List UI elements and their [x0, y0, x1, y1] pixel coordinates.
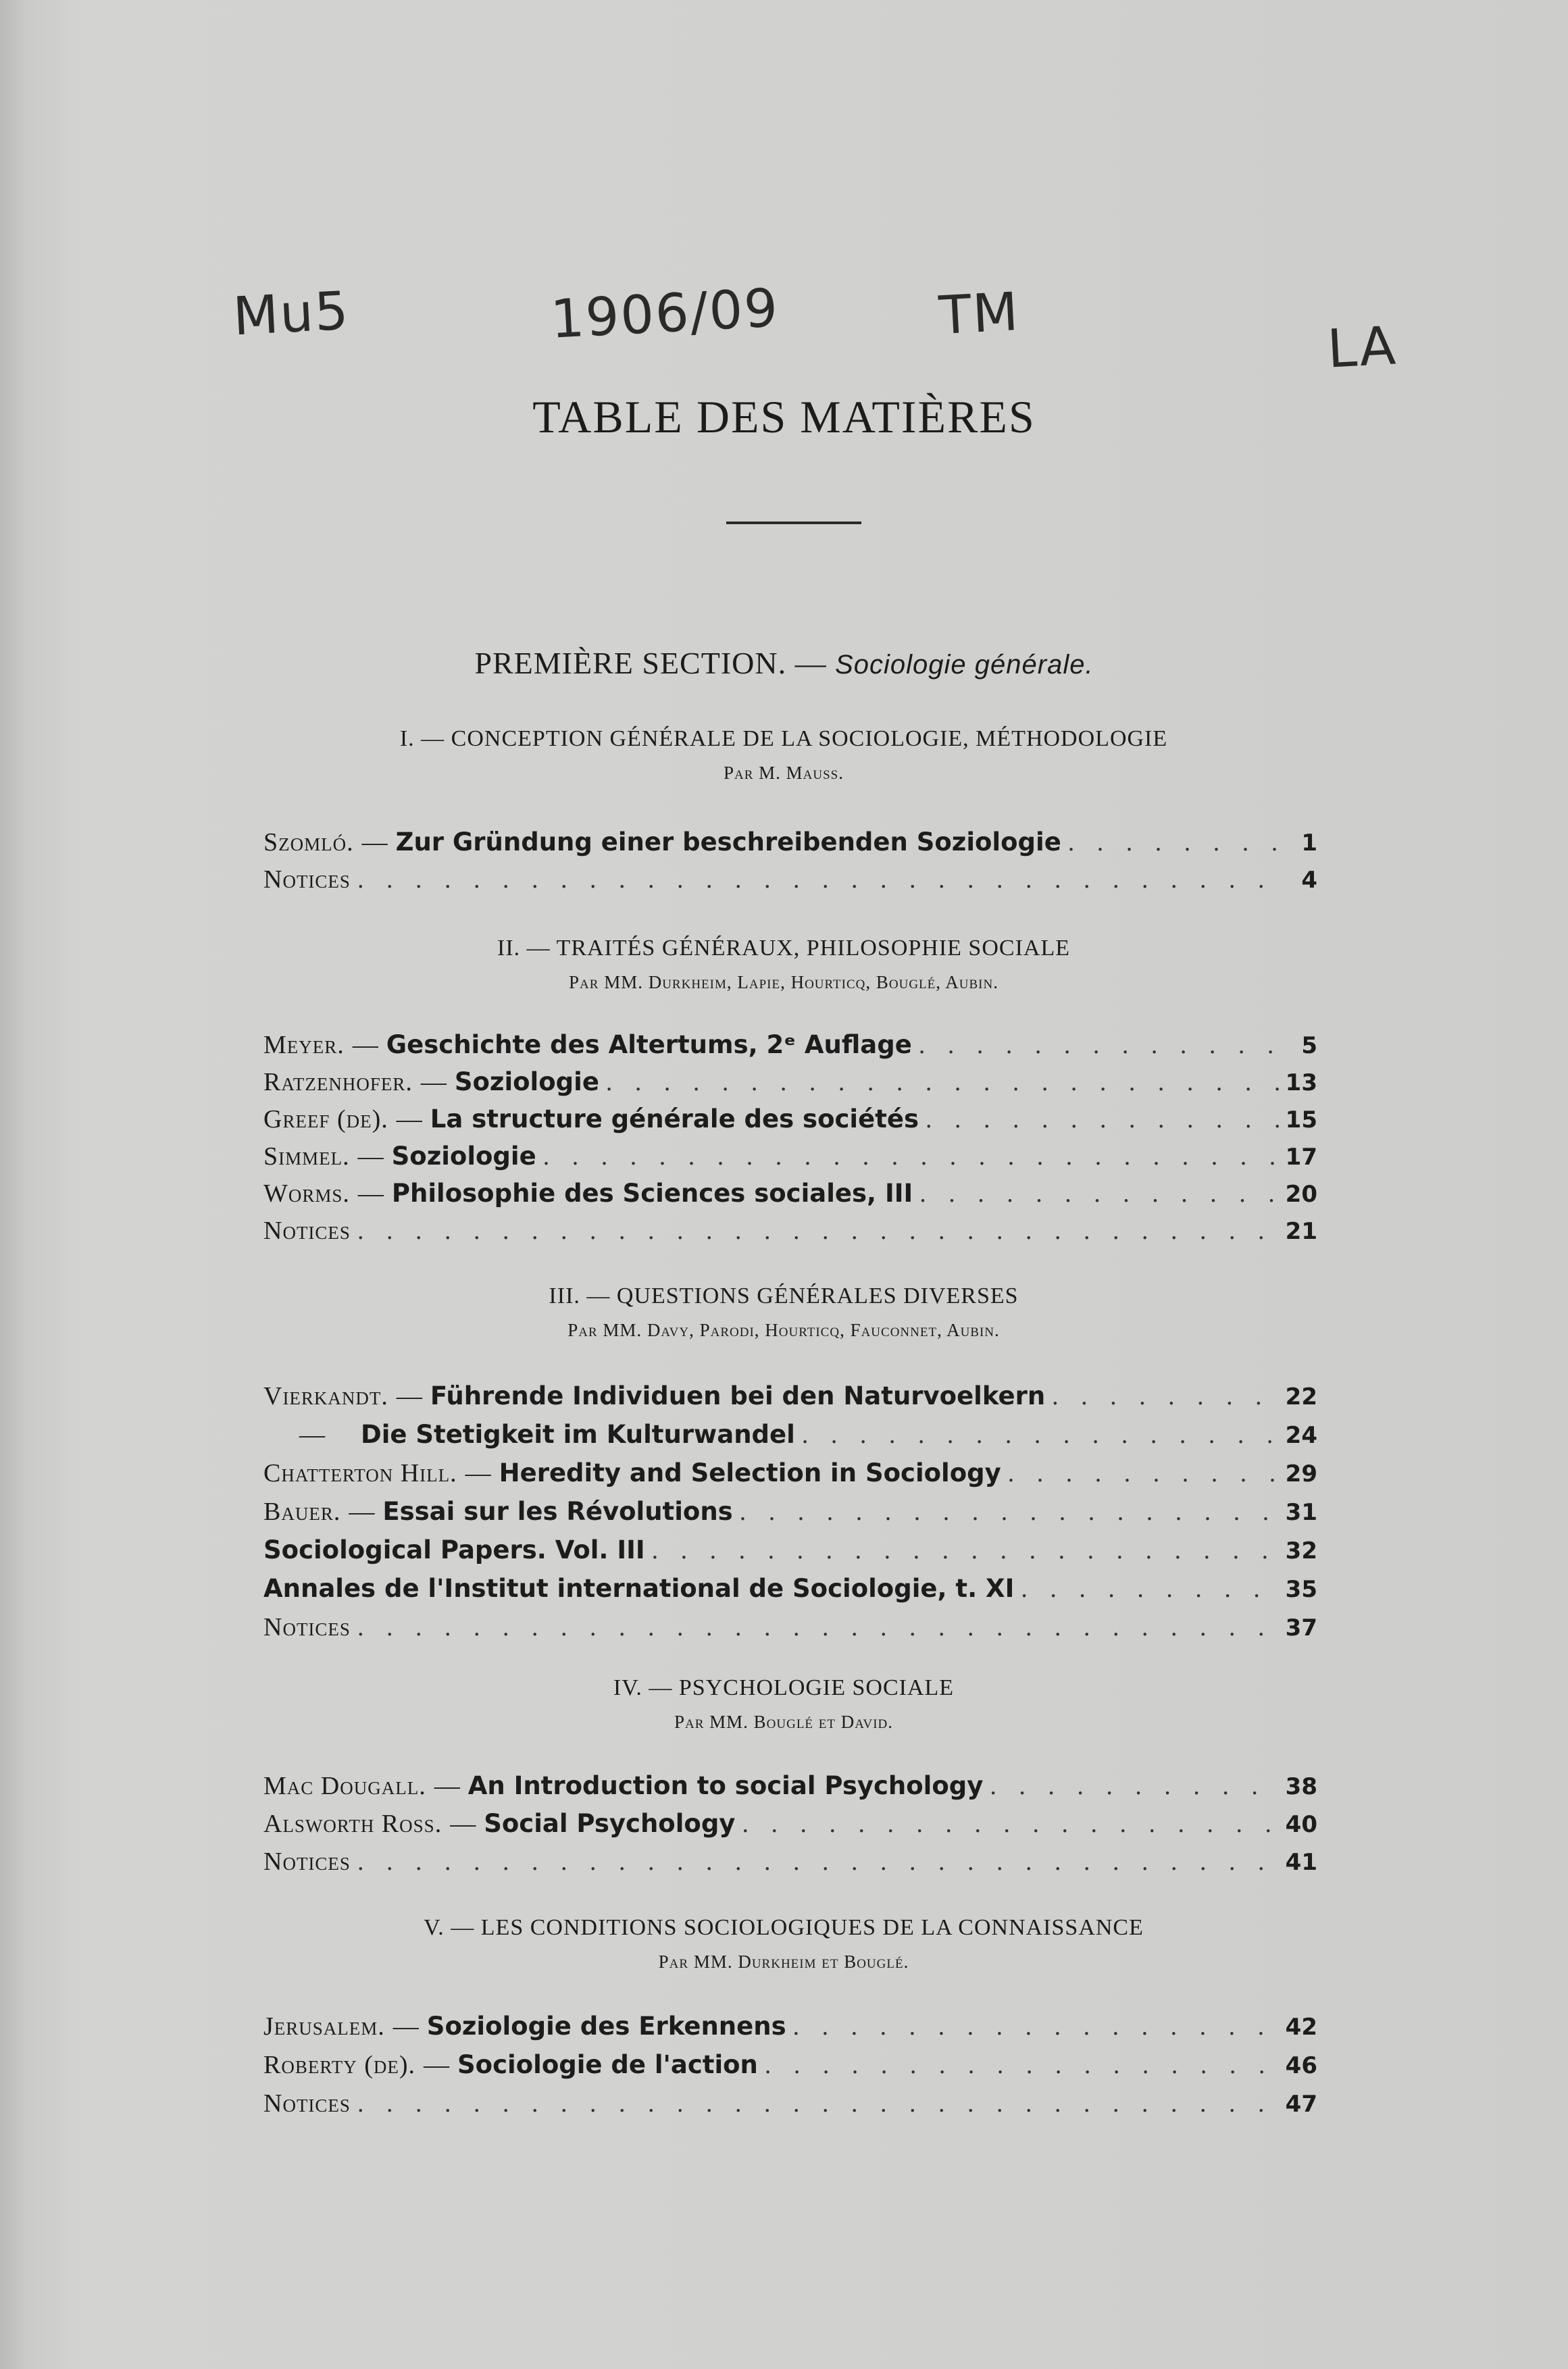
entry-separator: —: [424, 2051, 450, 2079]
entry-work-title: Heredity and Selection in Sociology: [499, 1458, 1001, 1487]
dot-leader: [357, 1216, 1279, 1246]
entry-page-number: 4: [1301, 867, 1317, 894]
chapter-title: II. — TRAITÉS GÉNÉRAUX, PHILOSOPHIE SOCIALE: [497, 936, 1070, 961]
entry-page-number: 31: [1285, 1499, 1317, 1526]
dot-leader: [740, 1497, 1279, 1527]
toc-entry[interactable]: [263, 1104, 1317, 1142]
dot-leader: [793, 2012, 1279, 2041]
entry-work-title: Geschichte des Altertums, 2ᵉ Auflage: [386, 1030, 912, 1059]
entry-page-number: 40: [1285, 1811, 1317, 1838]
entry-author: Greef (de).: [263, 1105, 388, 1133]
entry-page-number: 1: [1301, 830, 1317, 857]
chapter-heading: [263, 1915, 1304, 1972]
dot-leader: [357, 865, 1281, 894]
toc-entry[interactable]: [263, 1535, 1317, 1573]
entry-author: Mac Dougall.: [263, 1772, 426, 1800]
chapter-title: III. — QUESTIONS GÉNÉRALES DIVERSES: [549, 1283, 1019, 1308]
dot-leader: [926, 1104, 1279, 1134]
entry-work-title: Sociologie de l'action: [457, 2050, 758, 2079]
page-title: TABLE DES MATIÈRES: [532, 391, 1036, 442]
entry-page-number: 5: [1301, 1032, 1317, 1059]
toc-entry[interactable]: [263, 1067, 1317, 1105]
dot-leader: [765, 2050, 1279, 2080]
toc-entry[interactable]: [263, 1574, 1317, 1612]
dot-leader: [990, 1771, 1278, 1801]
entry-page-number: 13: [1285, 1069, 1317, 1096]
entry-author: Ratzenhofer.: [263, 1068, 413, 1096]
entry-work-title: Social Psychology: [484, 1809, 736, 1838]
entry-separator: —: [396, 1105, 422, 1133]
entry-separator: —: [357, 1142, 384, 1171]
chapter-heading: [263, 936, 1304, 993]
entry-separator: —: [465, 1459, 491, 1487]
entry-author: Notices: [263, 1217, 351, 1245]
toc-entry[interactable]: [263, 2050, 1317, 2088]
entry-work-title: Zur Gründung einer beschreibenden Soziologie: [395, 827, 1061, 857]
toc-entry[interactable]: [263, 1420, 1317, 1458]
toc-entry[interactable]: [263, 865, 1317, 902]
entry-page-number: 38: [1285, 1773, 1317, 1800]
chapter-authors: Par MM. Bouglé et David.: [674, 1712, 894, 1732]
entry-author: Vierkandt.: [263, 1382, 388, 1410]
dot-leader: [742, 1809, 1278, 1839]
entry-work-title: Sociological Papers. Vol. III: [263, 1535, 645, 1564]
entry-page-number: 29: [1285, 1460, 1317, 1487]
entry-separator: —: [349, 1498, 375, 1526]
dot-leader: [652, 1535, 1279, 1565]
entry-page-number: 32: [1285, 1537, 1317, 1564]
entry-page-number: 41: [1285, 1849, 1317, 1876]
entry-work-title: Essai sur les Révolutions: [382, 1497, 733, 1526]
dot-leader: [1008, 1458, 1279, 1488]
chapter-authors: Par MM. Davy, Parodi, Hourticq, Fauconnet, Aubin.: [567, 1320, 1000, 1340]
handwritten-mark: TM: [937, 281, 1021, 347]
section-dash: —: [794, 646, 827, 680]
chapter-heading: [263, 1675, 1304, 1733]
entry-author: Notices: [263, 1848, 351, 1876]
entry-separator: —: [357, 1179, 384, 1208]
toc-entry[interactable]: [263, 1612, 1317, 1650]
entry-author: Notices: [263, 1613, 351, 1641]
handwritten-mark: LA: [1325, 315, 1398, 380]
chapter-title: IV. — PSYCHOLOGIE SOCIALE: [613, 1675, 955, 1700]
entry-page-number: 17: [1285, 1144, 1317, 1171]
entry-author: Bauer.: [263, 1498, 341, 1526]
toc-entry[interactable]: [263, 1381, 1317, 1419]
dot-leader: [919, 1179, 1278, 1208]
entry-page-number: 22: [1285, 1383, 1317, 1410]
entry-work-title: Soziologie: [391, 1142, 536, 1171]
entry-author: Chatterton Hill.: [263, 1459, 457, 1487]
entry-author: Notices: [263, 865, 351, 894]
entry-page-number: 15: [1285, 1106, 1317, 1133]
chapter-authors: Par MM. Durkheim, Lapie, Hourticq, Bouglé, Aubin.: [569, 972, 998, 992]
section-heading: [0, 645, 1568, 681]
entry-separator: —: [299, 1421, 325, 1449]
section-label: PREMIÈRE SECTION.: [474, 646, 787, 680]
dot-leader: [357, 1847, 1279, 1877]
section-subtitle: Sociologie générale.: [835, 650, 1094, 680]
toc-entry[interactable]: [263, 1458, 1317, 1496]
entry-page-number: 21: [1285, 1218, 1317, 1245]
entry-page-number: 35: [1285, 1576, 1317, 1603]
toc-entry[interactable]: [263, 827, 1317, 865]
entry-separator: —: [361, 828, 388, 857]
entry-author: Meyer.: [263, 1031, 345, 1059]
toc-entry[interactable]: [263, 1497, 1317, 1535]
entry-separator: —: [450, 1810, 476, 1838]
title-divider: [726, 521, 861, 524]
chapter-title: I. — CONCEPTION GÉNÉRALE DE LA SOCIOLOGIE, MÉTHODOLOGIE: [399, 726, 1168, 751]
dot-leader: [357, 1612, 1279, 1642]
dot-leader: [1021, 1574, 1278, 1604]
handwritten-mark: 1906/09: [549, 278, 781, 351]
toc-entry[interactable]: [263, 1179, 1317, 1217]
dot-leader: [543, 1142, 1279, 1171]
entry-page-number: 46: [1285, 2052, 1317, 2079]
dot-leader: [802, 1420, 1279, 1450]
entry-work-title: Soziologie des Erkennens: [426, 2012, 786, 2041]
entry-work-title: La structure générale des sociétés: [430, 1104, 919, 1133]
toc-entry[interactable]: [263, 1771, 1317, 1809]
entry-author: Alsworth Ross.: [263, 1810, 442, 1838]
toc-entry[interactable]: [263, 1030, 1317, 1068]
entry-author: Roberty (de).: [263, 2051, 416, 2079]
entry-page-number: 47: [1285, 2091, 1317, 2118]
dot-leader: [919, 1030, 1281, 1060]
entry-author: Worms.: [263, 1179, 350, 1208]
handwritten-mark: Mu5: [231, 280, 351, 348]
entry-separator: —: [396, 1382, 422, 1410]
entry-page-number: 42: [1285, 2014, 1317, 2041]
entry-page-number: 37: [1285, 1614, 1317, 1641]
toc-entry[interactable]: [263, 1847, 1317, 1885]
toc-entry[interactable]: [263, 2089, 1317, 2126]
entry-page-number: 24: [1285, 1422, 1317, 1449]
entry-work-title: Philosophie des Sciences sociales, III: [391, 1179, 913, 1208]
entry-work-title: Führende Individuen bei den Naturvoelkern: [430, 1381, 1046, 1410]
toc-entry[interactable]: [263, 1216, 1317, 1254]
entry-separator: —: [420, 1068, 447, 1096]
toc-entry[interactable]: [263, 1142, 1317, 1179]
dot-leader: [606, 1067, 1279, 1097]
entry-separator: —: [352, 1031, 378, 1059]
entry-author: Simmel.: [263, 1142, 350, 1171]
entry-work-title: Die Stetigkeit im Kulturwandel: [361, 1420, 795, 1449]
entry-separator: —: [393, 2012, 419, 2041]
entry-work-title: Soziologie: [454, 1067, 599, 1096]
entry-author: Szomló.: [263, 828, 354, 857]
entry-author: Jerusalem.: [263, 2012, 385, 2041]
dot-leader: [1068, 827, 1281, 857]
entry-page-number: 20: [1285, 1181, 1317, 1208]
chapter-heading: [263, 726, 1304, 784]
entry-author: Notices: [263, 2089, 351, 2118]
entry-separator: —: [434, 1772, 460, 1800]
chapter-title: V. — LES CONDITIONS SOCIOLOGIQUES DE LA CONNAISSANCE: [424, 1915, 1144, 1940]
toc-entry[interactable]: [263, 1809, 1317, 1847]
chapter-authors: Par MM. Durkheim et Bouglé.: [658, 1952, 909, 1972]
dot-leader: [357, 2089, 1279, 2118]
dot-leader: [1052, 1381, 1279, 1411]
chapter-authors: Par M. Mauss.: [723, 763, 844, 783]
entry-work-title: An Introduction to social Psychology: [467, 1771, 984, 1800]
chapter-heading: [263, 1283, 1304, 1341]
toc-entry[interactable]: [263, 2012, 1317, 2049]
entry-work-title: Annales de l'Institut international de Sociologie, t. XI: [263, 1574, 1015, 1603]
